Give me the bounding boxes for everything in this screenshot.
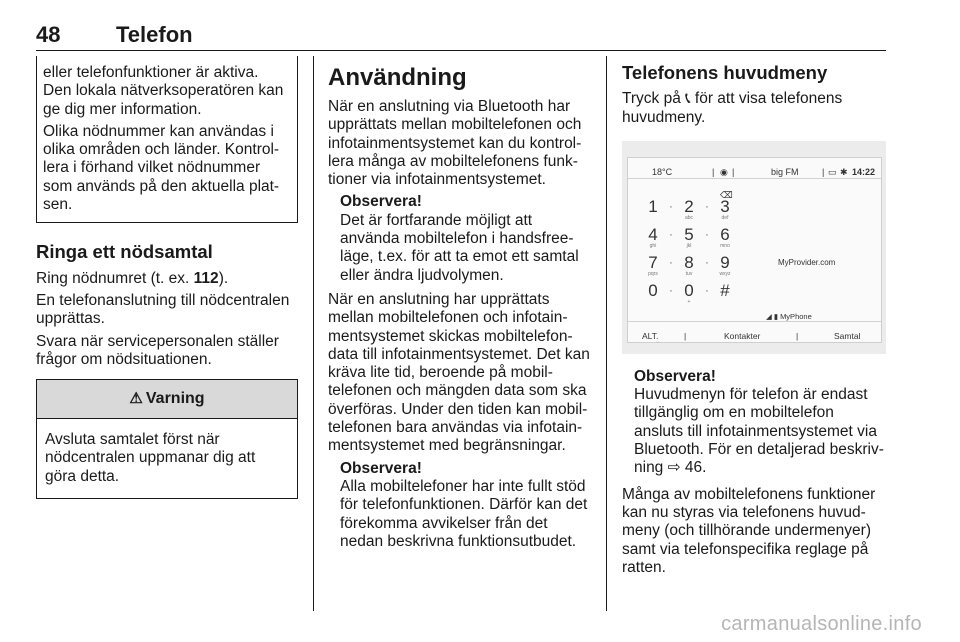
key-separator: · [705, 228, 709, 241]
note-1 [328, 193, 592, 284]
continued-info-box [36, 56, 298, 223]
warning-triangle-icon: ⚠ [129, 390, 143, 407]
key-3: 3 def [720, 196, 730, 221]
key-separator: · [705, 200, 709, 213]
note-2-title: Observera! [340, 459, 422, 477]
column-2 [328, 62, 592, 557]
page-reference-icon: ⇨ [667, 459, 685, 477]
screen-station: big FM [771, 166, 799, 177]
key-8: 8 tuv [684, 252, 694, 277]
key-separator: · [669, 256, 673, 269]
screen-sep-5: | [796, 330, 799, 341]
phone-menu-screenshot [622, 141, 886, 354]
info-paragraph-1: eller telefonfunktioner är aktiva. Den lokala nätverksoperatören kan ge dig mer information. [43, 64, 284, 118]
key-9: 9 wxyz [719, 252, 731, 277]
phone-icon: 📞︎ [685, 90, 691, 108]
key-5: 5 jkl [684, 224, 694, 249]
screen-temperature: 18°C [652, 166, 673, 177]
warning-title: Varning [145, 390, 205, 407]
screen-contacts-label: Kontakter [724, 330, 761, 341]
warning-text: Avsluta samtalet först när nödcentralen uppmanar dig att göra detta. [45, 431, 256, 485]
key-separator: · [669, 228, 673, 241]
emergency-paragraph-1: Ring nödnumret (t. ex. 112). [36, 269, 229, 287]
warning-header [37, 380, 297, 419]
column-divider-2 [606, 56, 607, 611]
screen-gear-icon: ✱ [840, 166, 848, 177]
keypad-row [642, 282, 752, 310]
emergency-number: 112 [193, 269, 219, 287]
screen-sep-3: | [822, 166, 825, 177]
key-separator: · [705, 256, 709, 269]
key-2: 2 abc [684, 196, 694, 221]
main-menu-paragraph-2: Många av mobiltelefonens funktioner kan nu styras via telefonens huvud-meny (och tillhörande undermenyer) samt via telefonspecifika reglage på ratten. [622, 485, 876, 576]
key-separator: · [669, 284, 673, 297]
keypad-row [642, 226, 752, 254]
note-1-title: Observera! [340, 193, 422, 211]
page-number: 48 [36, 22, 61, 47]
usage-paragraph-2: När en anslutning har upprättats mellan mobiltelefonen och infotain-mentsystemet skickas mobiltelefon-data till infotainmentsystemet. Det kan kräva lite tid, beroende på mobil-telefonen och mängden data som ska överföras. Under den tiden kan mobil-telefonen bara användas via infotain-mentsystemet med begränsningar. [328, 290, 590, 455]
keypad-row [642, 198, 752, 226]
key-4: 4 ghi [648, 224, 658, 249]
key-1: 1 [648, 196, 658, 216]
note-2-text: Alla mobiltelefoner har inte fullt stöd för telefonfunktionen. Därför kan det förekomma avvikelser från det nedan beskrivna funktionsutbudet. [340, 477, 588, 550]
screen-time: 14:22 [852, 166, 876, 177]
key-separator: · [669, 200, 673, 213]
screen-settings-icon: ◉ [720, 166, 728, 177]
key-separator: · [705, 284, 709, 297]
keypad-row [642, 254, 752, 282]
column-3 [622, 62, 886, 581]
info-paragraph-2: Olika nödnummer kan användas i olika områden och länder. Kontrol-lera i förhand vilket nödnummer som används på den aktuella plat-sen. [43, 122, 280, 214]
usage-paragraph-1: När en anslutning via Bluetooth har upprättats mellan mobiltelefonen och infotainmentsystemet kan du kontrol-lera många av mobiltelefonens funk-tioner via infotainmentsystemet. [328, 98, 582, 189]
main-menu-paragraph-1: Tryck på 📞︎ för att visa telefonens huvudmeny. [622, 90, 843, 126]
key-0-plus: 0 + [684, 280, 694, 305]
screen-sep-4: | [684, 330, 687, 341]
note-2 [328, 460, 592, 551]
note-3-title: Observera! [634, 367, 716, 385]
note-3-text: Huvudmenyn för telefon är endast tillgänglig om en mobiltelefon ansluts till infotainmentsystemet via Bluetooth. För en detaljerad beskriv-ning [634, 386, 884, 477]
screen-keypad [642, 198, 752, 310]
screen-calls-label: Samtal [834, 330, 861, 341]
screen-status-bar [628, 158, 881, 179]
page-reference: 46. [684, 459, 707, 477]
signal-icon: ◢ ▮ [766, 311, 781, 321]
screen-bottom-bar [628, 321, 881, 342]
screen-phone-name: ◢ ▮ MyPhone [766, 311, 812, 321]
main-menu-heading: Telefonens huvudmeny [622, 62, 828, 83]
page-header [36, 22, 886, 50]
header-rule [36, 50, 886, 51]
key-6: 6 mno [720, 224, 730, 249]
key-hash: # [720, 280, 730, 300]
screen-backspace-icon: ⌫ [720, 189, 733, 200]
key-7: 7 pqrs [648, 252, 658, 277]
note-3 [622, 368, 886, 478]
emergency-call-heading: Ringa ett nödsamtal [36, 241, 213, 263]
warning-box [36, 379, 298, 499]
screen-phone-icon: ▭ [828, 166, 837, 177]
column-divider-1 [313, 56, 314, 611]
screen-sep-2: | [732, 166, 735, 177]
key-0-left: 0 [648, 280, 658, 300]
screen-alt-label: ALT. [642, 330, 659, 341]
usage-heading: Användning [328, 64, 467, 91]
screen-sep-1: | [712, 166, 715, 177]
screen-provider: MyProvider.com [778, 257, 836, 267]
column-1 [36, 56, 298, 499]
section-title: Telefon [116, 22, 193, 47]
infotainment-screen [627, 157, 882, 343]
note-1-text: Det är fortfarande möjligt att använda mobiltelefon i handsfree-läge, t.ex. för att ta emot ett samtal eller ändra ljudvolymen. [340, 211, 579, 284]
emergency-paragraph-3: Svara när servicepersonalen ställer frågor om nödsituationen. [36, 332, 279, 368]
watermark-site: carmanualsonline.info [721, 613, 922, 635]
emergency-paragraph-2: En telefonanslutning till nödcentralen upprättas. [36, 291, 290, 328]
